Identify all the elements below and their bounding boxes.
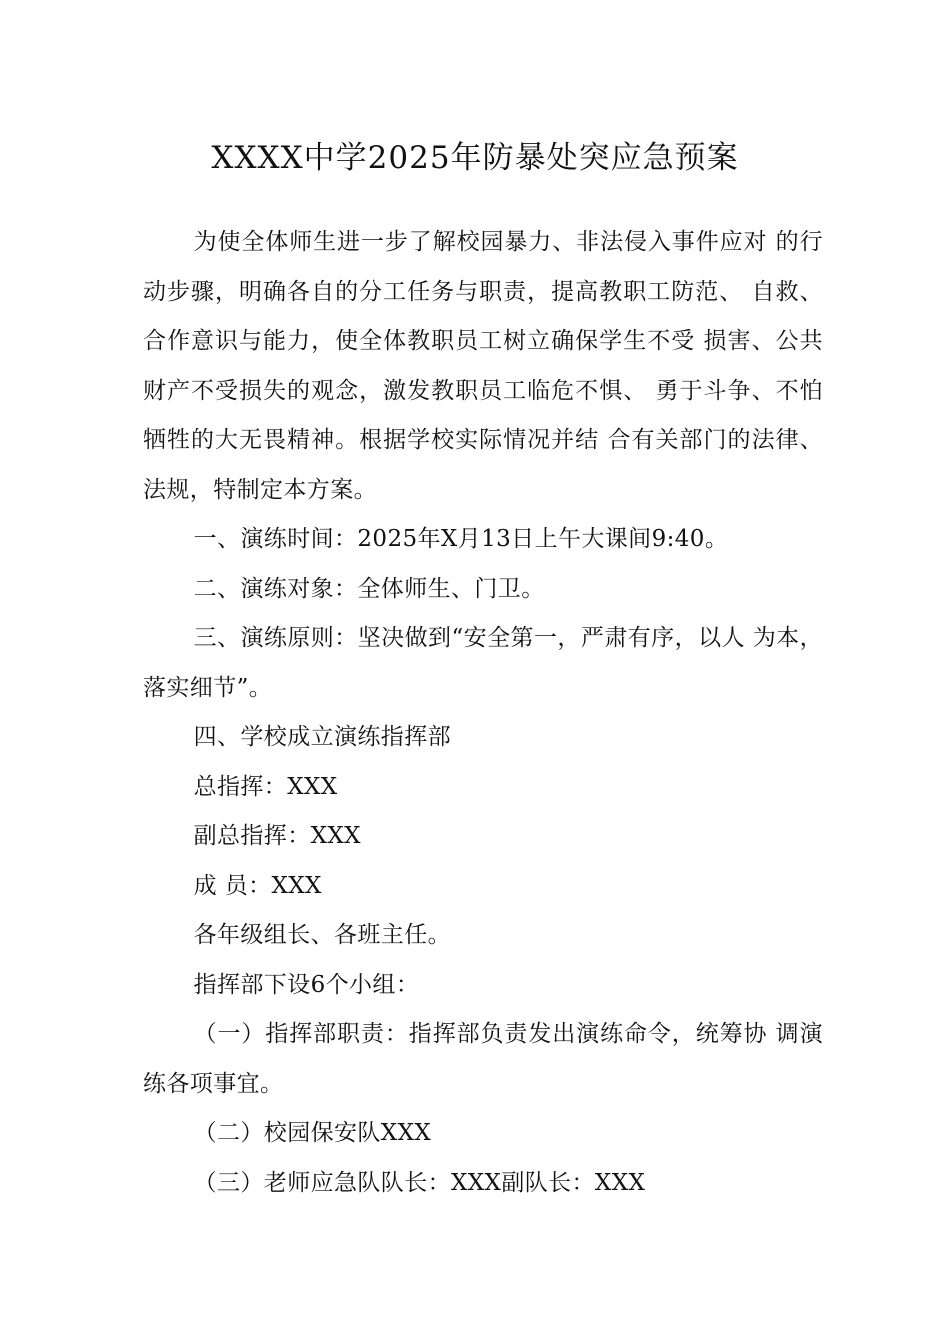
document-body: [143, 218, 823, 1208]
paragraph-members: 成 员：XXX: [193, 872, 322, 899]
paragraph-drill-target: 二、演练对象：全体师生、门卫。: [193, 575, 545, 602]
paragraph-grade-leaders: 各年级组长、各班主任。: [193, 922, 451, 948]
paragraph-drill-principle: 三、演练原则：坚决做到“安全第一，严肃有序，以人 为本，落实细节”。: [143, 625, 823, 701]
paragraph-group-2: （二）校园保安队XXX: [193, 1120, 432, 1146]
paragraph-command-heading: 四、学校成立演练指挥部: [193, 724, 451, 750]
paragraph-chief-commander: 总指挥：XXX: [193, 773, 338, 800]
paragraph-deputy-commander: 副总指挥：XXX: [193, 823, 361, 849]
paragraph-group-3: （三）老师应急队队长：XXX副队长：XXX: [193, 1169, 646, 1196]
paragraph-subgroups: 指挥部下设6个小组：: [193, 971, 420, 998]
document-title: XXXX中学2025年防暴处突应急预案: [211, 140, 739, 176]
paragraph-drill-time: 一、演练时间：2025年X月13日上午大课间9:40。: [193, 526, 729, 552]
paragraph-intro: 为使全体师生进一步了解校园暴力、非法侵入事件应对 的行动步骤，明确各自的分工任务与职责，提高教职工防范、 自救、合作意识与能力，使全体教职员工树立确保学生不受 损害、公共财产不受损失的观念，激发教职员工临危不惧、 勇于斗争、不怕牺牲的大无畏精神。根据学校实际情况并结 合有关部门的法律、法规，特制定本方案。: [143, 229, 823, 503]
paragraph-group-1: （一）指挥部职责：指挥部负责发出演练命令，统筹协 调演练各项事宜。: [143, 1021, 823, 1097]
